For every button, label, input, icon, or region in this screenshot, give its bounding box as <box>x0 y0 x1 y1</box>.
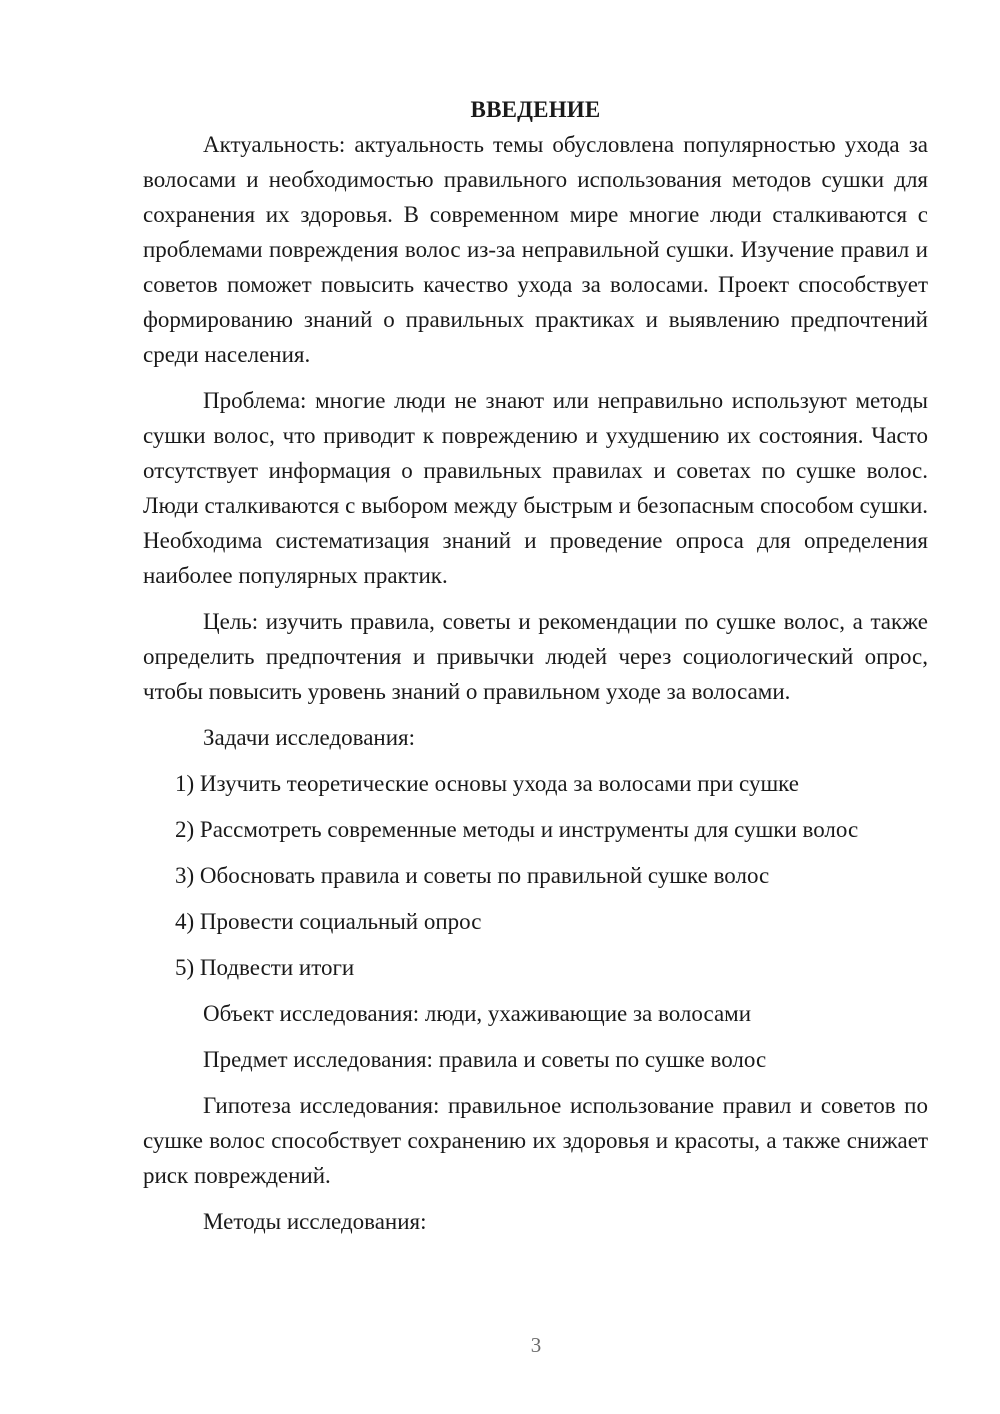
problem-paragraph: Проблема: многие люди не знают или неправильно используют методы сушки волос, что приводит к повреждению и ухудшению их состояния. Часто отсутствует информация о правильных правилах и советах по сушке волос. Люди сталкиваются с выбором между быстрым и безопасным способом сушки. Необходима систематизация знаний и проведение опроса для определения наиболее популярных практик. <box>143 388 928 588</box>
page-number: 3 <box>530 1333 542 1357</box>
goal-paragraph: Цель: изучить правила, советы и рекомендации по сушке волос, а также определить предпочтения и привычки людей через социологический опрос, чтобы повысить уровень знаний о правильном уходе за волосами. <box>143 609 928 704</box>
document-page <box>143 92 928 1239</box>
page-title: ВВЕДЕНИЕ <box>470 97 601 122</box>
research-object: Объект исследования: люди, ухаживающие за волосами <box>203 1001 752 1026</box>
research-hypothesis: Гипотеза исследования: правильное использование правил и советов по сушке волос способствует сохранению их здоровья и красоты, а также снижает риск повреждений. <box>143 1093 928 1188</box>
task-item-3: 3) Обосновать правила и советы по правильной сушке волос <box>175 863 770 888</box>
research-subject: Предмет исследования: правила и советы по сушке волос <box>203 1047 767 1072</box>
task-item-2: 2) Рассмотреть современные методы и инструменты для сушки волос <box>175 817 859 842</box>
task-item-4: 4) Провести социальный опрос <box>175 909 482 934</box>
methods-heading: Методы исследования: <box>203 1209 427 1234</box>
task-item-5: 5) Подвести итоги <box>175 955 355 980</box>
tasks-heading: Задачи исследования: <box>203 725 416 750</box>
task-item-1: 1) Изучить теоретические основы ухода за волосами при сушке <box>175 771 799 796</box>
relevance-paragraph: Актуальность: актуальность темы обусловлена популярностью ухода за волосами и необходимостью правильного использования методов сушки для сохранения их здоровья. В современном мире многие люди сталкиваются с проблемами повреждения волос из-за неправильной сушки. Изучение правил и советов поможет повысить качество ухода за волосами. Проект способствует формированию знаний о правильных практиках и выявлению предпочтений среди населения. <box>143 132 928 367</box>
